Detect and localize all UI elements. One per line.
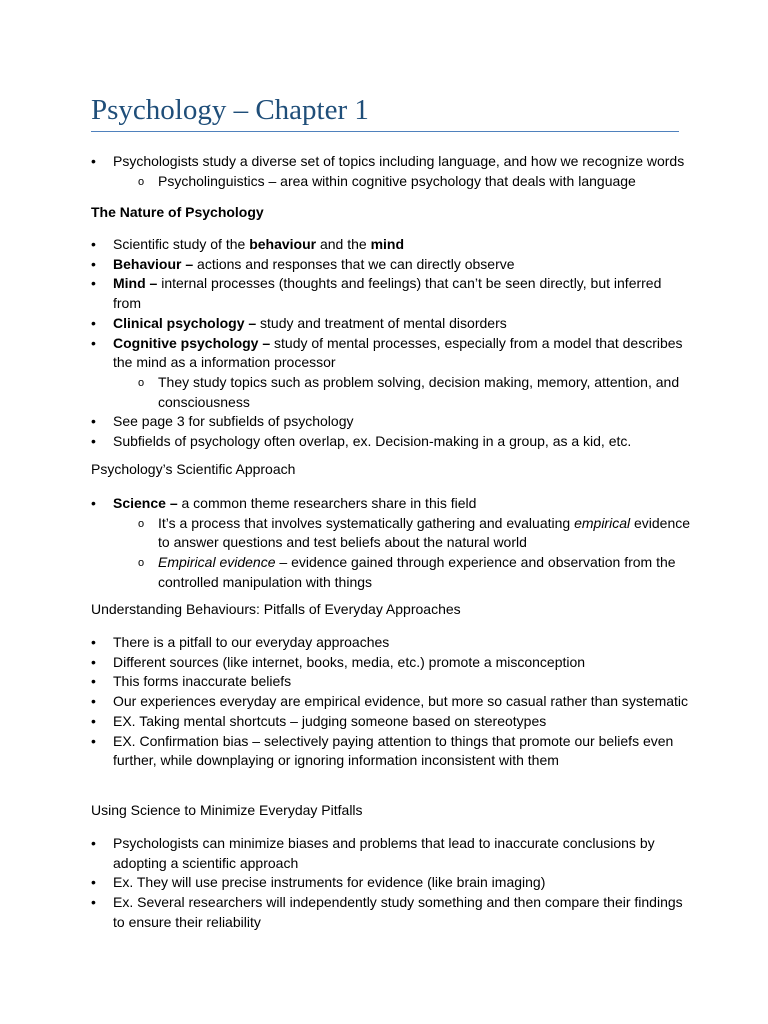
title-divider (91, 131, 679, 132)
scientific-list (91, 494, 691, 593)
italic-term: empirical (574, 514, 631, 531)
list-item: • Psychologists study a diverse set of topics including language, and how we recognize words (91, 152, 691, 172)
nature-list (91, 235, 691, 452)
bold-term: Behaviour – (113, 255, 194, 272)
section-heading-pitfalls: Understanding Behaviours: Pitfalls of Everyday Approaches (91, 601, 461, 617)
list-item: • Different sources (like internet, books, media, etc.) promote a misconception (91, 653, 691, 673)
list-item: • There is a pitfall to our everyday approaches (91, 633, 691, 653)
bold-term: Mind – (113, 275, 158, 292)
list-item: • EX. Confirmation bias – selectively paying attention to things that promote our beliefs even further, while downplaying or ignoring information inconsistent with them (91, 732, 691, 771)
sub-list-item: o They study topics such as problem solving, decision making, memory, attention, and consciousness (91, 373, 691, 412)
bold-term: mind (370, 236, 405, 252)
list-item: • Our experiences everyday are empirical evidence, but more so casual rather than systematic (91, 692, 691, 712)
sub-list-item: o Psycholinguistics – area within cognitive psychology that deals with language (91, 172, 691, 192)
minimize-list (91, 834, 691, 933)
page-title: Psychology – Chapter 1 (91, 94, 369, 126)
text-run: It’s a process that involves systematically gathering and evaluating (158, 514, 575, 531)
list-item: • This forms inaccurate beliefs (91, 672, 691, 692)
text-run: Scientific study of the (113, 236, 250, 252)
list-item (91, 274, 691, 313)
text-run: a common theme researchers share in this field (177, 495, 477, 511)
list-item: • Psychologists can minimize biases and problems that lead to inaccurate conclusions by adopting a scientific approach (91, 834, 691, 873)
pitfalls-list (91, 633, 691, 771)
bold-term: Cognitive psychology – (113, 334, 271, 351)
bold-term: behaviour (249, 236, 317, 252)
text-run: study of mental processes, especially from a model that describes the mind as a information processor (113, 334, 683, 371)
list-item: • See page 3 for subfields of psychology (91, 412, 691, 432)
list-item (91, 255, 691, 275)
section-heading-nature: The Nature of Psychology (91, 204, 264, 220)
list-item (91, 334, 691, 373)
section-heading-scientific: Psychology’s Scientific Approach (91, 461, 296, 477)
section-heading-minimize: Using Science to Minimize Everyday Pitfalls (91, 802, 363, 818)
list-item (91, 314, 691, 334)
text-run: actions and responses that we can directly observe (193, 255, 515, 272)
bold-term: Clinical psychology – (113, 314, 257, 331)
text-run: and the (316, 236, 371, 252)
text-run: evidence to answer questions and test beliefs about the natural world (158, 514, 691, 551)
text-run: internal processes (thoughts and feelings) that can’t be seen directly, but inferred from (113, 275, 662, 312)
bold-term: Science – (113, 495, 178, 511)
list-item: • EX. Taking mental shortcuts – judging someone based on stereotypes (91, 712, 691, 732)
list-item: • Ex. They will use precise instruments for evidence (like brain imaging) (91, 873, 691, 893)
text-run: – evidence gained through experience and observation from the controlled manipulation with things (158, 554, 676, 590)
intro-list (91, 152, 691, 191)
italic-term: Empirical evidence (158, 554, 276, 571)
list-item (91, 235, 691, 255)
list-item: • Subfields of psychology often overlap, ex. Decision-making in a group, as a kid, etc. (91, 432, 691, 452)
sub-list-item (91, 514, 691, 553)
list-item (91, 494, 691, 514)
text-run: study and treatment of mental disorders (256, 314, 507, 331)
sub-list-item (91, 553, 691, 592)
list-item: • Ex. Several researchers will independently study something and then compare their findings to ensure their reliability (91, 893, 691, 932)
